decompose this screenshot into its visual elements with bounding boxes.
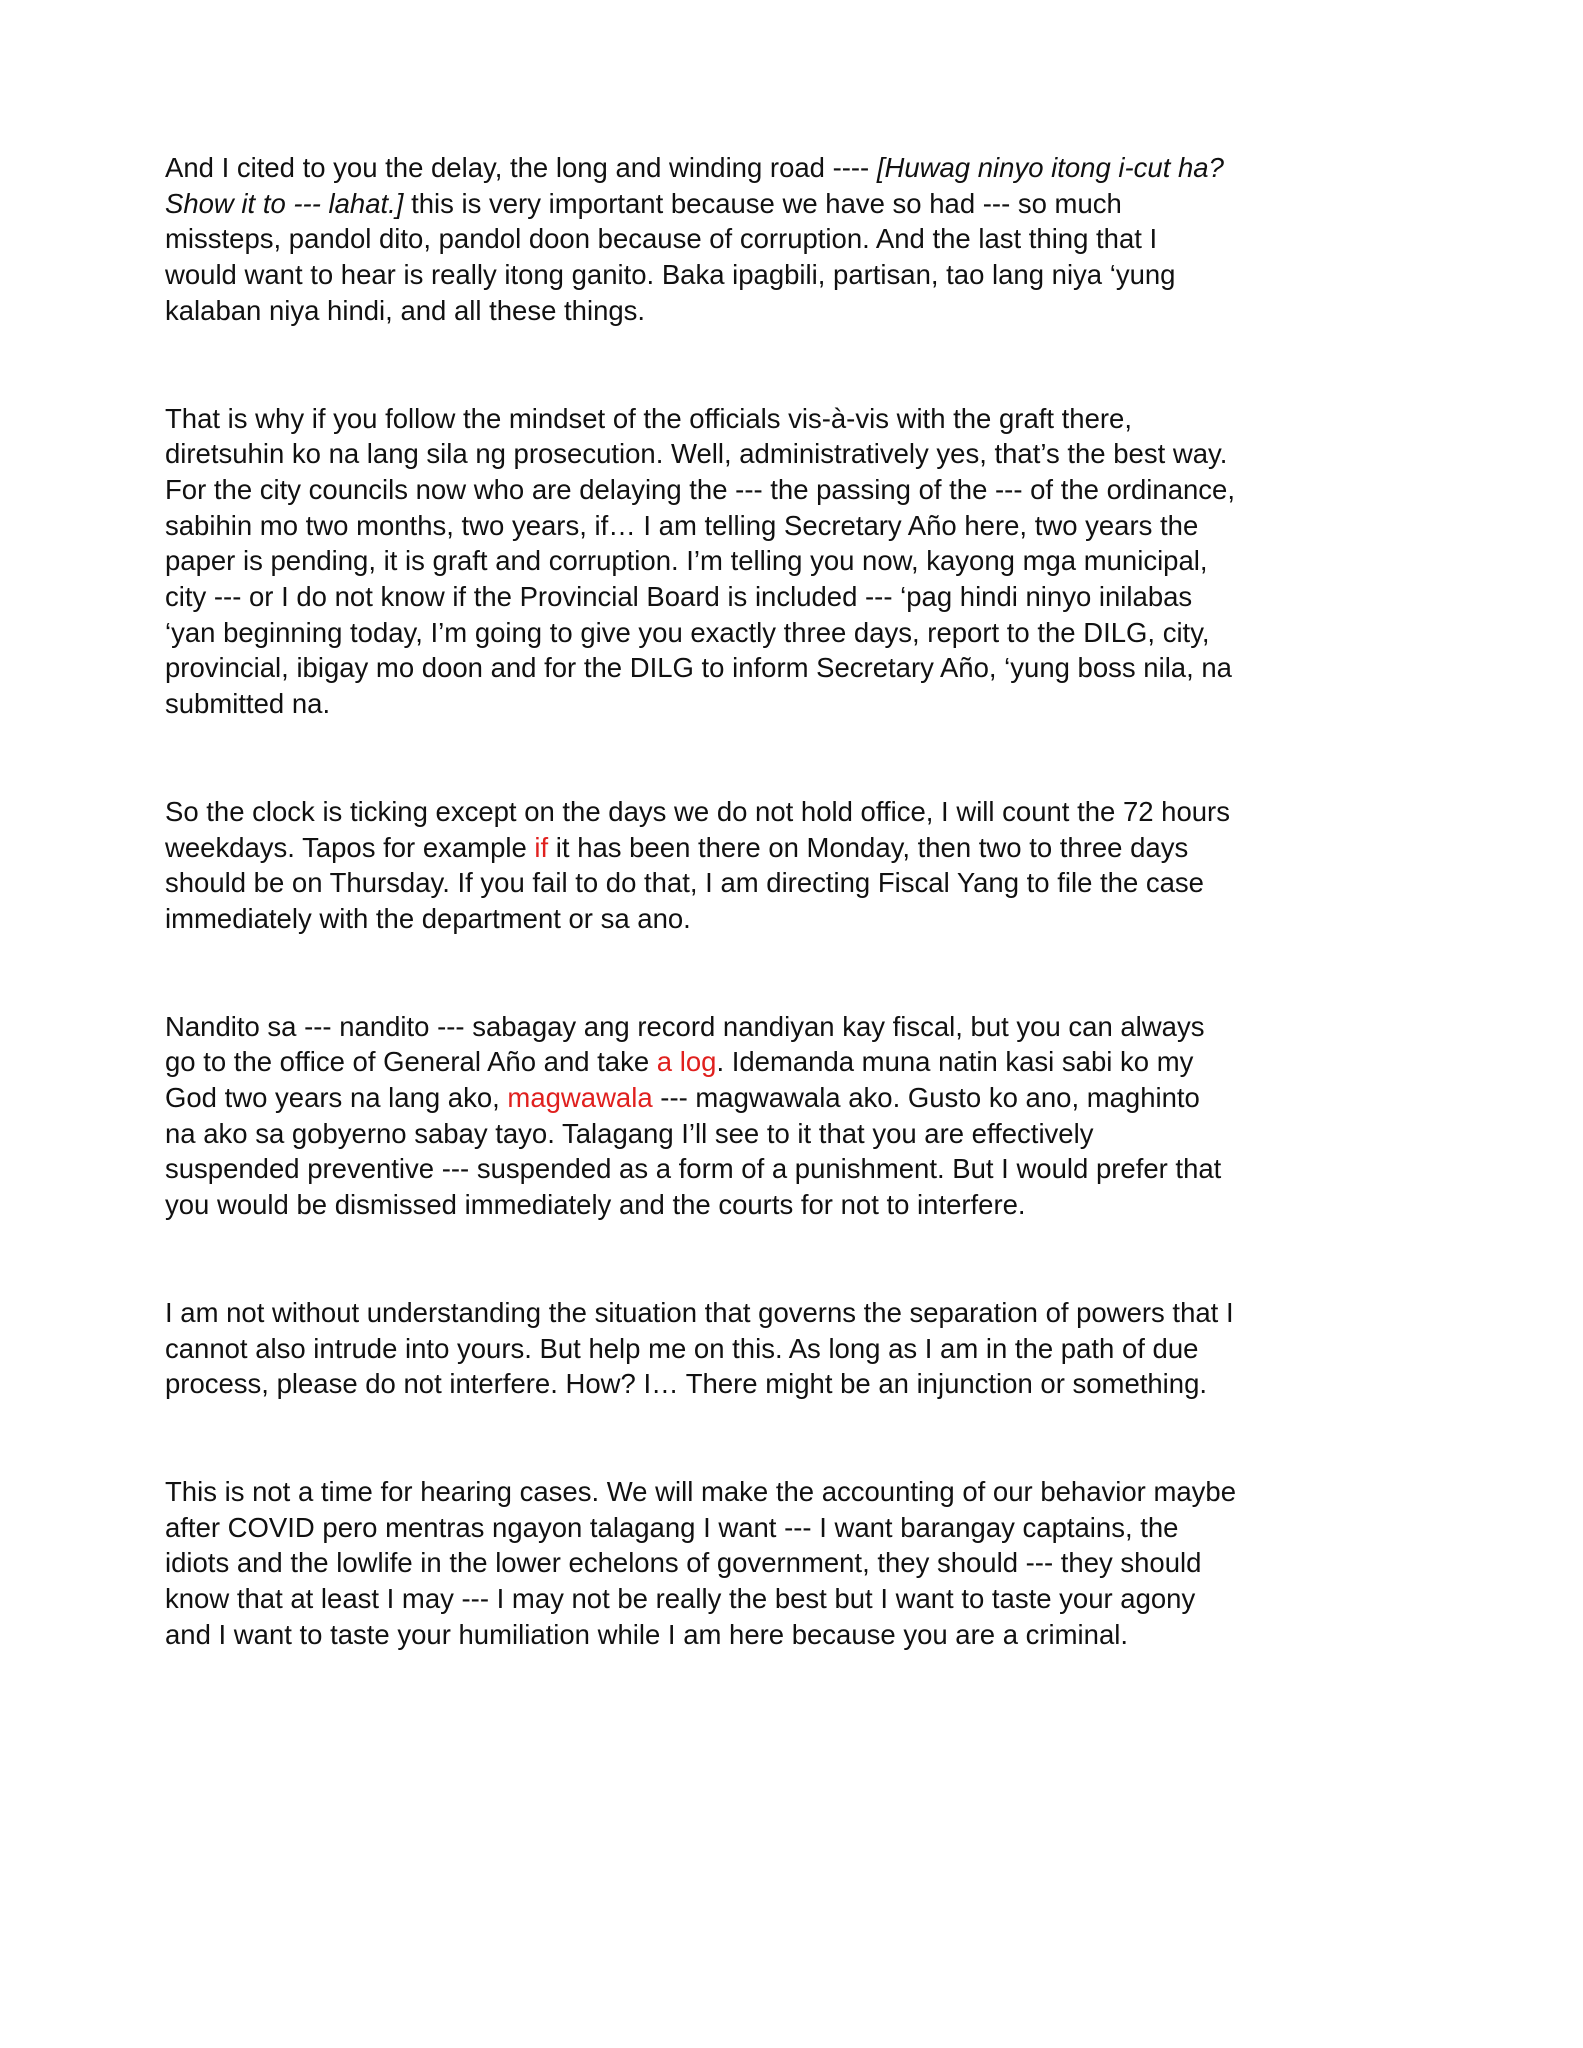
text-run: God two years na lang ako, xyxy=(165,1082,508,1114)
paragraph-1 xyxy=(165,150,1405,329)
text-line: suspended preventive --- suspended as a form of a punishment. But I would prefer that xyxy=(165,1153,1222,1185)
paragraph-2 xyxy=(165,401,1405,722)
text-line: That is why if you follow the mindset of the officials vis-à-vis with the graft there, xyxy=(165,402,1132,434)
text-run: weekdays. Tapos for example xyxy=(165,831,535,863)
text-line: city --- or I do not know if the Provincial Board is included --- ‘pag hindi ninyo inilabas xyxy=(165,581,1193,613)
text-line: I am not without understanding the situation that governs the separation of powers that I xyxy=(165,1296,1234,1328)
text-line: ‘yan beginning today, I’m going to give you exactly three days, report to the DILG, city, xyxy=(165,616,1210,648)
text-line xyxy=(165,1080,1405,1116)
text-line xyxy=(165,1044,1405,1080)
text-line xyxy=(165,150,1405,186)
text-line: you would be dismissed immediately and the courts for not to interfere. xyxy=(165,1189,1026,1221)
text-line: idiots and the lowlife in the lower echelons of government, they should --- they should xyxy=(165,1547,1202,1579)
highlighted-word: a log xyxy=(656,1046,717,1078)
text-line: and I want to taste your humiliation while I am here because you are a criminal. xyxy=(165,1618,1128,1650)
text-run: this is very important because we have so had --- so much xyxy=(403,187,1122,219)
italic-bracket-note: Show it to --- lahat.] xyxy=(165,187,404,219)
paragraph-5 xyxy=(165,1295,1405,1402)
text-run: go to the office of General Año and take xyxy=(165,1046,657,1078)
text-line: cannot also intrude into yours. But help me on this. As long as I am in the path of due xyxy=(165,1332,1199,1364)
paragraph-6 xyxy=(165,1474,1405,1653)
text-line: provincial, ibigay mo doon and for the DILG to inform Secretary Año, ‘yung boss nila, na xyxy=(165,652,1232,684)
text-line: na ako sa gobyerno sabay tayo. Talagang I’ll see to it that you are effectively xyxy=(165,1117,1094,1149)
paragraph-3 xyxy=(165,794,1405,937)
text-line: paper is pending, it is graft and corruption. I’m telling you now, kayong mga municipal, xyxy=(165,545,1208,577)
text-line: should be on Thursday. If you fail to do that, I am directing Fiscal Yang to file the case xyxy=(165,867,1204,899)
text-line: diretsuhin ko na lang sila ng prosecution. Well, administratively yes, that’s the best way. xyxy=(165,438,1228,470)
highlighted-word: if xyxy=(534,831,549,863)
text-run: it has been there on Monday, then two to three days xyxy=(548,831,1189,863)
paragraph-4 xyxy=(165,1009,1405,1223)
text-line: submitted na. xyxy=(165,688,331,720)
italic-bracket-note: [Huwag ninyo itong i-cut ha? xyxy=(876,152,1224,183)
text-line: immediately with the department or sa ano. xyxy=(165,902,691,934)
text-line xyxy=(165,186,1405,222)
text-line: after COVID pero mentras ngayon talagang I want --- I want barangay captains, the xyxy=(165,1511,1179,1543)
text-line: know that at least I may --- I may not be really the best but I want to taste your agony xyxy=(165,1583,1196,1615)
text-line: missteps, pandol dito, pandol doon because of corruption. And the last thing that I xyxy=(165,223,1158,255)
text-run: --- magwawala ako. Gusto ko ano, maghinto xyxy=(652,1082,1200,1114)
highlighted-word: magwawala xyxy=(507,1082,653,1114)
text-line: Nandito sa --- nandito --- sabagay ang record nandiyan kay fiscal, but you can always xyxy=(165,1010,1205,1042)
text-line: process, please do not interfere. How? I… There might be an injunction or something. xyxy=(165,1368,1208,1400)
text-line: For the city councils now who are delaying the --- the passing of the --- of the ordinance, xyxy=(165,473,1235,505)
text-line: kalaban niya hindi, and all these things. xyxy=(165,294,646,326)
text-line: sabihin mo two months, two years, if… I am telling Secretary Año here, two years the xyxy=(165,509,1199,541)
text-line: would want to hear is really itong ganito. Baka ipagbili, partisan, tao lang niya ‘yung xyxy=(165,259,1176,291)
text-run: . Idemanda muna natin kasi sabi ko my xyxy=(716,1046,1194,1078)
text-line xyxy=(165,830,1405,866)
text-line: So the clock is ticking except on the days we do not hold office, I will count the 72 hours xyxy=(165,795,1230,827)
transcript-body xyxy=(165,150,1405,1653)
text-line: This is not a time for hearing cases. We will make the accounting of our behavior maybe xyxy=(165,1475,1236,1507)
text-run: And I cited to you the delay, the long and winding road ---- xyxy=(165,152,877,183)
